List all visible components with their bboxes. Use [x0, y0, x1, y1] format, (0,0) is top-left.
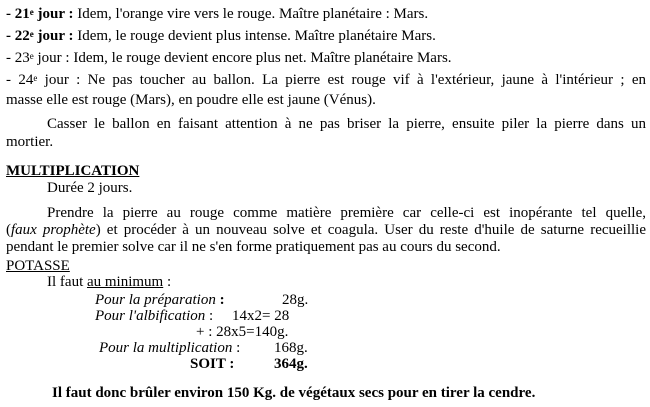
day-text: Idem, l'orange vire vers le rouge. Maître planétaire : Mars. — [73, 6, 429, 22]
paren-open: ( — [6, 222, 11, 238]
potasse-conclusion: Il faut donc brûler environ 150 Kg. de végétaux secs pour en tirer la cendre. — [52, 385, 536, 401]
row-sep: : 28x5=140g. — [204, 324, 289, 340]
potasse-row-total-value: 364g. — [274, 356, 308, 372]
day-dash: - — [6, 28, 15, 44]
multiplication-para-line-1: Prendre la pierre au rouge comme matière première car celle-ci est inopérante tel quelle, — [47, 205, 646, 221]
row-sep: : — [215, 292, 225, 308]
day-superscript: e — [33, 73, 38, 83]
day-dash: - — [6, 72, 19, 88]
para-rest: ) et procéder à un nouveau solve et coagula. User du reste d'huile de saturne recueillie — [95, 222, 646, 238]
potasse-row-albification-value: 14x2= 28 — [232, 308, 290, 324]
intro-suffix: : — [163, 274, 172, 290]
potasse-row-multiplication-value: 168g. — [274, 340, 308, 356]
multiplication-duration: Durée 2 jours. — [47, 180, 133, 196]
multiplication-para-line-3: pendant le premier solve car il ne s'en forme pratiquement pas au cours du second. — [6, 239, 501, 255]
potasse-row-plus — [196, 324, 288, 341]
day-superscript: e — [29, 29, 34, 39]
faux-prophete: faux prophète — [11, 222, 96, 238]
day-22-line — [6, 28, 436, 45]
day-label: jour — [37, 72, 69, 88]
row-label: Pour la multiplication — [99, 340, 233, 356]
potasse-row-total — [190, 356, 234, 373]
day-number: 21 — [14, 6, 30, 22]
day-number: 22 — [14, 28, 30, 44]
day-text: Idem, le rouge devient plus intense. Maître planétaire Mars. — [73, 28, 436, 44]
intro-prefix: Il faut — [47, 274, 87, 290]
day-21-line — [6, 6, 428, 23]
day-24-line-1 — [6, 72, 646, 89]
potasse-row-multiplication — [99, 340, 240, 357]
row-label: Pour l'albification — [95, 308, 206, 324]
day-superscript: e — [29, 7, 34, 17]
day-number: 23 — [14, 50, 30, 66]
potasse-row-albification — [95, 308, 213, 325]
intro-underlined: au minimum — [86, 274, 164, 290]
day-number: 24 — [18, 72, 34, 88]
day-superscript: e — [29, 51, 34, 61]
row-sep: : — [205, 308, 214, 324]
day-text: : Idem, le rouge devient encore plus net. Maître planétaire Mars. — [61, 50, 452, 66]
day-text: : Ne pas toucher au ballon. La pierre est rouge vif à l'extérieur, jaune à l'intérieur ; en — [68, 72, 646, 88]
row-label: Pour la préparation — [95, 292, 216, 308]
day-dash: - — [6, 6, 15, 22]
day-label: jour : — [33, 6, 74, 22]
day-label: jour — [33, 50, 62, 66]
row-sep: : — [225, 356, 235, 372]
multiplication-para-line-2 — [6, 222, 646, 239]
day-dash: - — [6, 50, 15, 66]
potasse-row-preparation-value: 28g. — [282, 292, 309, 308]
day-23-line — [6, 50, 452, 67]
multiplication-heading: MULTIPLICATION — [6, 163, 140, 179]
day-24-line-2: masse elle est rouge (Mars), en poudre elle est jaune (Vénus). — [6, 92, 376, 108]
potasse-row-preparation — [95, 292, 225, 309]
day-label: jour : — [33, 28, 74, 44]
row-label: + — [196, 324, 205, 340]
casser-line-2: mortier. — [6, 134, 54, 150]
potasse-heading: POTASSE — [6, 258, 70, 274]
row-label: SOIT — [190, 356, 226, 372]
potasse-intro — [47, 274, 171, 291]
casser-line-1: Casser le ballon en faisant attention à ne pas briser la pierre, ensuite piler la pierre dans un — [47, 116, 646, 132]
row-sep: : — [232, 340, 241, 356]
